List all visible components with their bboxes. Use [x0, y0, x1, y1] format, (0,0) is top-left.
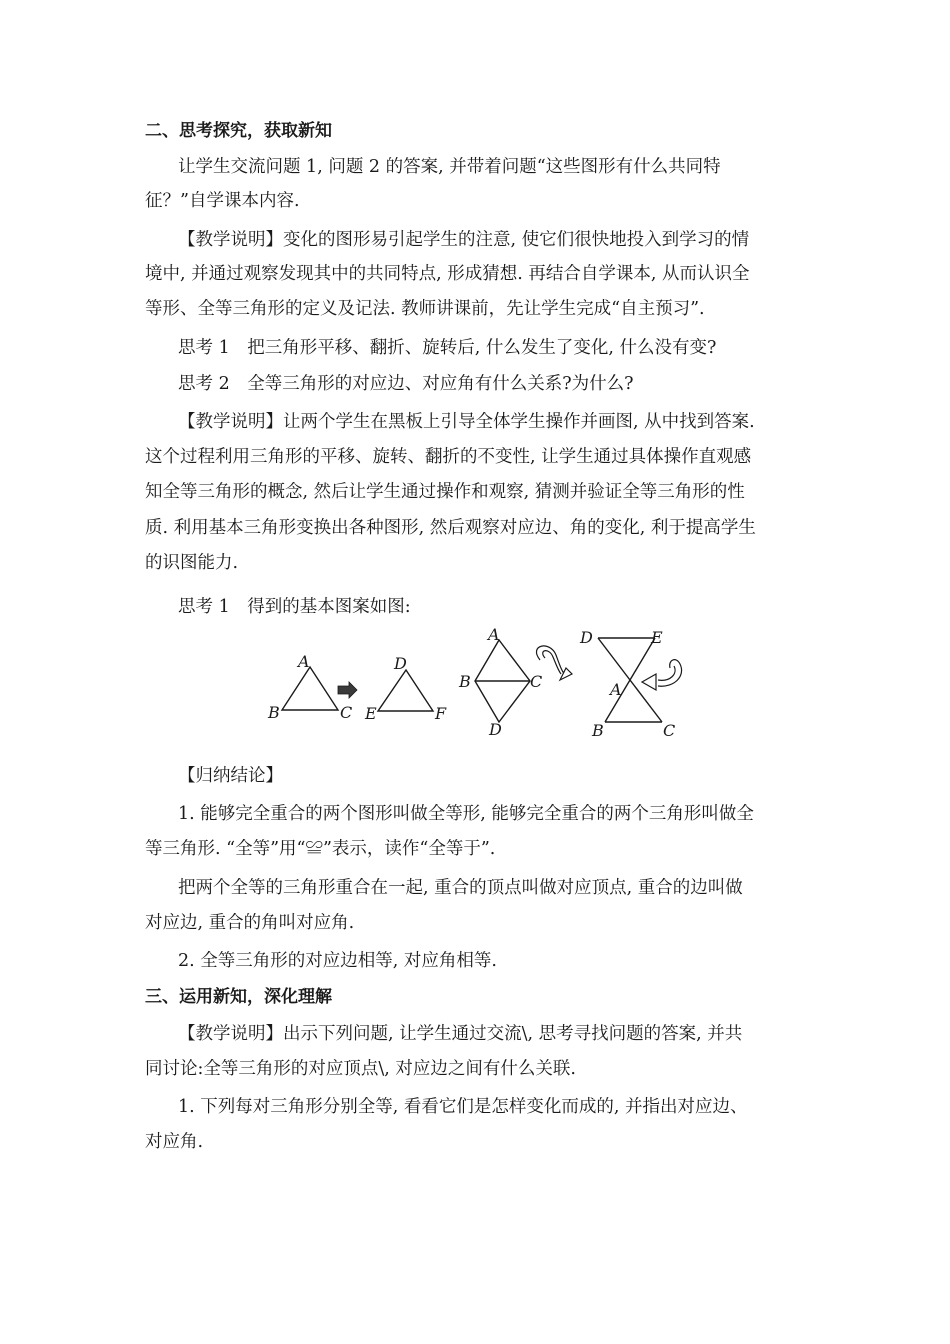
- label-d: D: [580, 628, 593, 647]
- label-e: E: [651, 628, 663, 647]
- label-a: A: [610, 680, 622, 699]
- label-c: C: [340, 703, 353, 722]
- translation-arrow-icon: [338, 682, 357, 698]
- teaching-note-line: 等形、全等三角形的定义及记法. 教师讲课前，先让学生完成“自主预习”.: [145, 299, 705, 319]
- paragraph-line: 让学生交流问题 1, 问题 2 的答案, 并带着问题“这些图形有什么共同特: [178, 157, 721, 177]
- teaching-note-line: 境中, 并通过观察发现其中的共同特点, 形成猜想. 再结合自学课本, 从而认识全: [145, 264, 750, 284]
- label-a: A: [298, 652, 310, 671]
- label-b: B: [268, 703, 280, 722]
- teaching-note-line: 【教学说明】出示下列问题, 让学生通过交流\, 思考寻找问题的答案, 并共: [178, 1024, 743, 1044]
- summary-line: 1. 能够完全重合的两个图形叫做全等形, 能够完全重合的两个三角形叫做全: [178, 804, 754, 824]
- teaching-note-line: 质. 利用基本三角形变换出各种图形, 然后观察对应边、角的变化, 利于提高学生: [145, 518, 756, 538]
- teaching-note-line: 【教学说明】变化的图形易引起学生的注意, 使它们很快地投入到学习的情: [178, 230, 750, 250]
- triangle-abc: [282, 667, 338, 710]
- section2-heading: 二、思考探究，获取新知: [145, 121, 332, 141]
- label-e: E: [365, 704, 377, 723]
- summary-heading: 【归纳结论】: [178, 766, 283, 786]
- teaching-note-line: 【教学说明】让两个学生在黑板上引导全体学生操作并画图, 从中找到答案.: [178, 412, 755, 432]
- summary-line: 等三角形. “全等”用“≌”表示，读作“全等于”.: [145, 839, 496, 859]
- teaching-note-line: 这个过程利用三角形的平移、旋转、翻折的不变性, 让学生通过具体操作直观感: [145, 447, 752, 467]
- label-c: C: [530, 672, 543, 691]
- teaching-note-line: 同讨论:全等三角形的对应顶点\, 对应边之间有什么关联.: [145, 1059, 576, 1079]
- label-d: D: [394, 654, 407, 673]
- label-b: B: [459, 672, 471, 691]
- summary-line: 把两个全等的三角形重合在一起, 重合的顶点叫做对应顶点, 重合的边叫做: [178, 878, 743, 898]
- paragraph-line: 征？”自学课本内容.: [145, 191, 300, 211]
- question-line: 1. 下列每对三角形分别全等, 看看它们是怎样变化而成的, 并指出对应边、: [178, 1097, 748, 1117]
- label-b: B: [592, 721, 604, 740]
- summary-line: 对应边, 重合的角叫对应角.: [145, 913, 355, 933]
- section3-heading: 三、运用新知，深化理解: [145, 987, 332, 1007]
- teaching-note-line: 的识图能力.: [145, 553, 239, 573]
- label-f: F: [435, 704, 447, 723]
- teaching-note-line: 知全等三角形的概念, 然后让学生通过操作和观察, 猜测并验证全等三角形的性: [145, 482, 745, 502]
- think-question-2: 思考 2 全等三角形的对应边、对应角有什么关系?为什么?: [178, 374, 634, 394]
- question-line: 对应角.: [145, 1132, 204, 1152]
- label-a: A: [488, 625, 500, 644]
- think-question-1: 思考 1 把三角形平移、翻折、旋转后, 什么发生了变化, 什么没有变?: [178, 338, 717, 358]
- think1-result: 思考 1 得到的基本图案如图:: [178, 597, 411, 617]
- label-c: C: [663, 721, 676, 740]
- triangle-def: [378, 670, 433, 711]
- rotation-arrow-icon: [642, 660, 682, 690]
- label-d: D: [489, 720, 502, 739]
- summary-line: 2. 全等三角形的对应边相等, 对应角相等.: [178, 951, 497, 971]
